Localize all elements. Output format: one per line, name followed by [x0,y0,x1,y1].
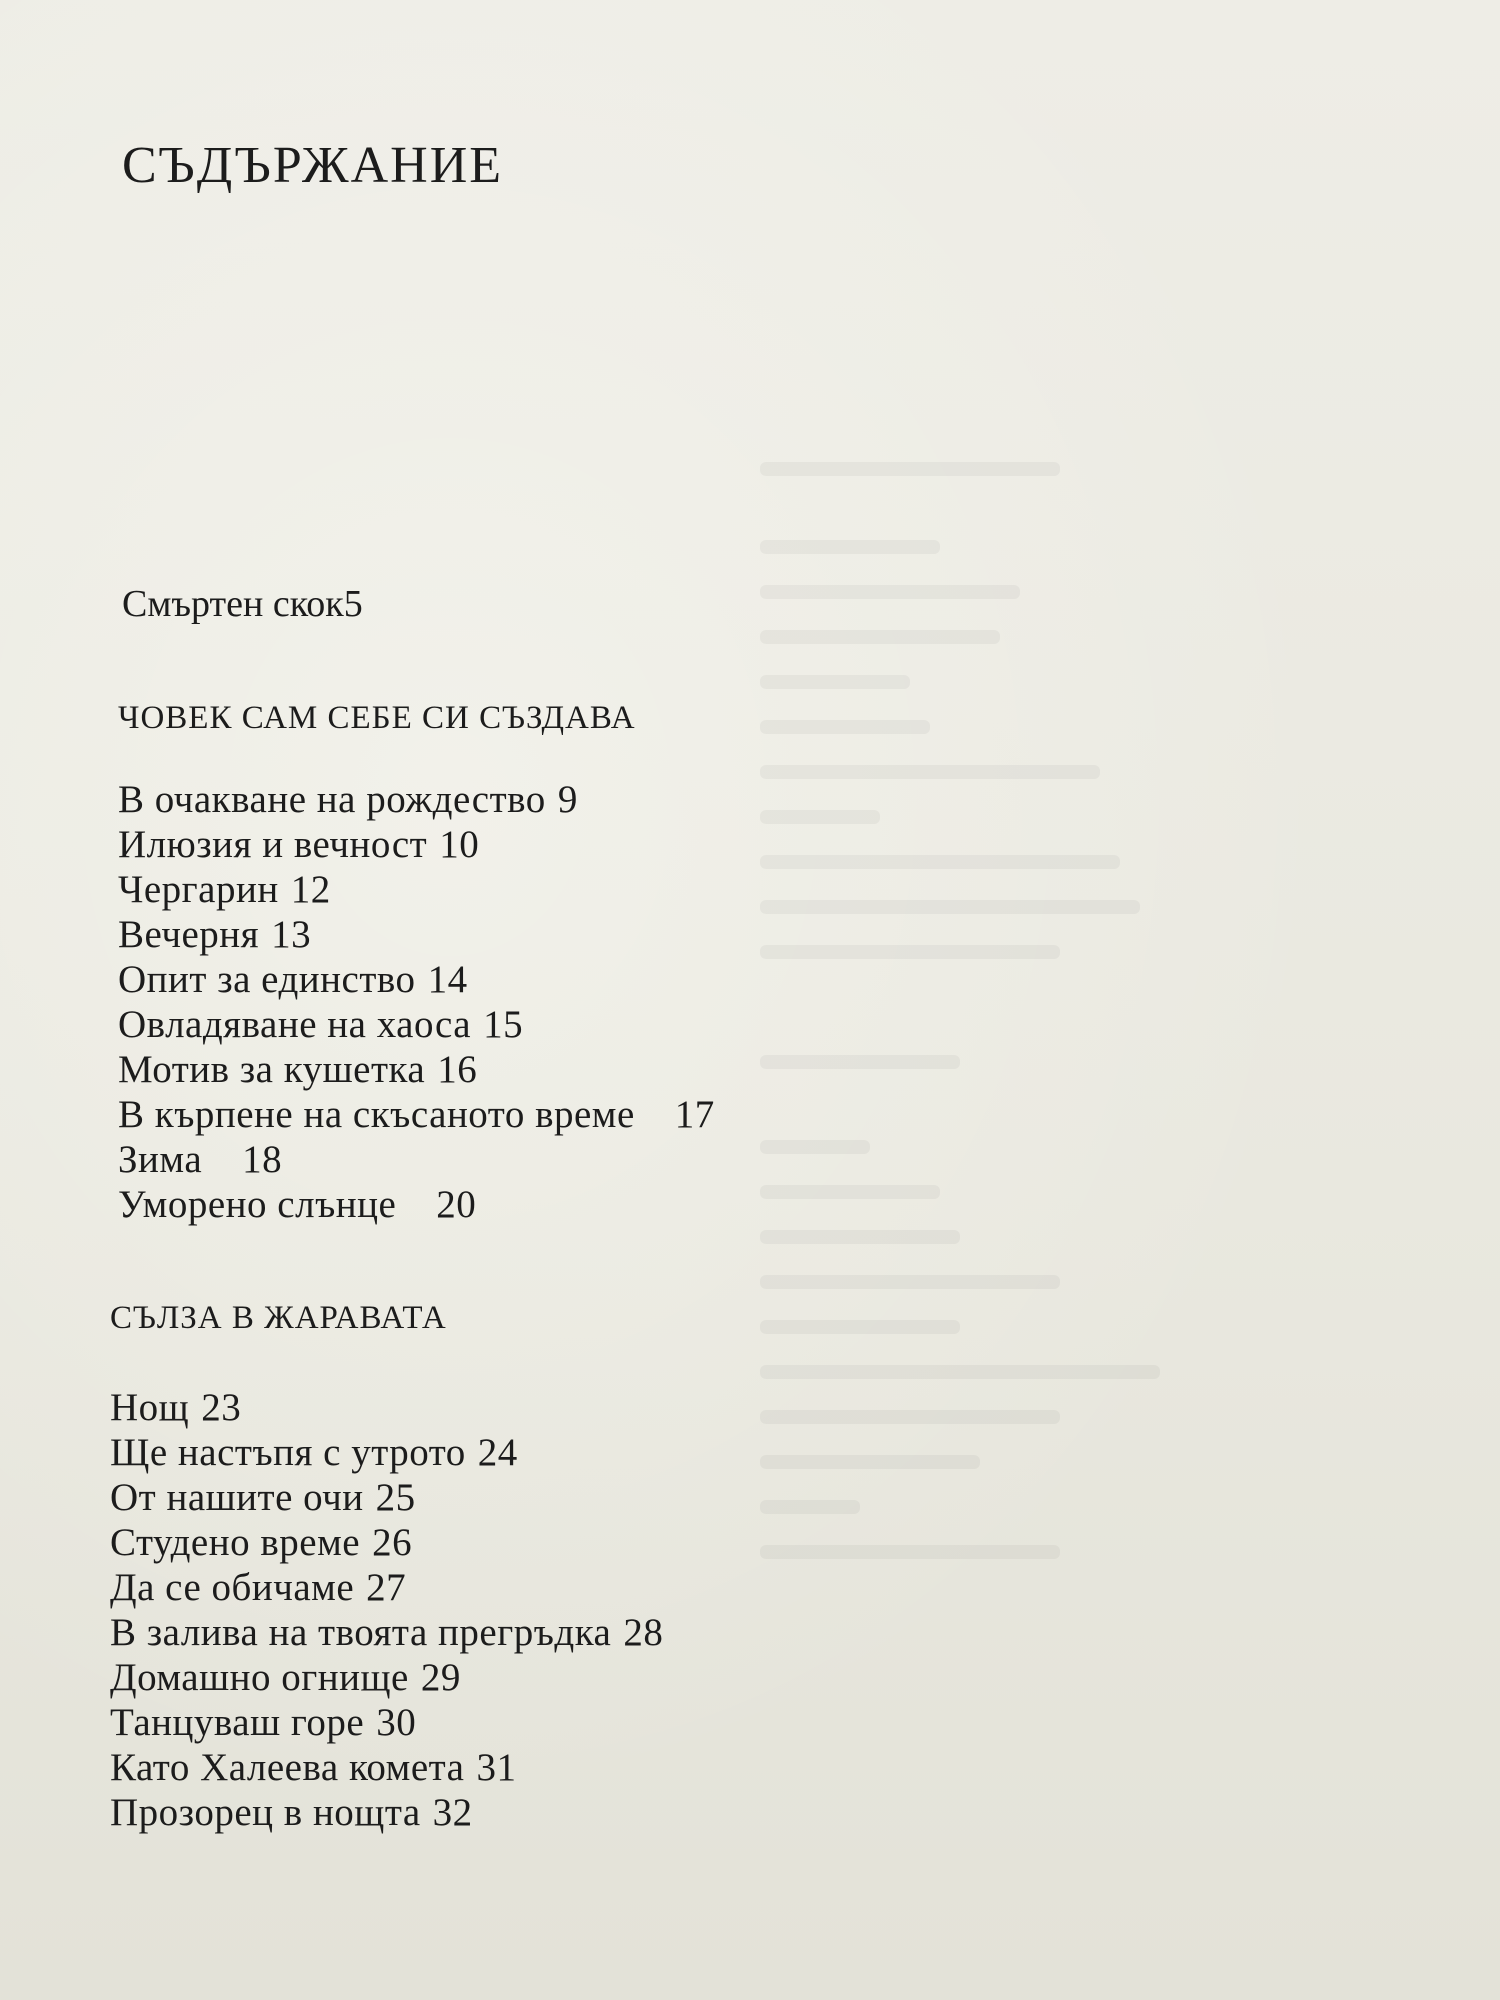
entry-title: Мотив за кушетка [118,1048,426,1091]
toc-entry [118,912,715,957]
entry-title: Танцуваш горе [110,1701,365,1744]
toc-entry [118,777,715,822]
bleed-through-mark [760,1320,960,1334]
toc-entry [110,1745,663,1790]
toc-entry [110,1790,663,1835]
bleed-through-mark [760,675,910,689]
toc-entry [110,1430,663,1475]
entry-title: Нощ [110,1386,190,1429]
entry-page-number: 24 [477,1431,518,1474]
toc-entry [118,957,715,1002]
entry-page-number: 18 [242,1138,283,1181]
entry-page-number: 26 [372,1521,413,1564]
bleed-through-mark [760,1365,1160,1379]
bleed-through-mark [760,462,1060,476]
entry-page-number: 16 [437,1048,478,1091]
toc-entry [110,1655,663,1700]
section-heading: ЧОВЕК САМ СЕБЕ СИ СЪЗДАВА [118,700,636,736]
entry-title: Уморено слънце [118,1183,397,1226]
entry-title: Ще настъпя с утрото [110,1431,466,1474]
bleed-through-mark [760,1185,940,1199]
bleed-through-mark [760,855,1120,869]
entry-title: В залива на твоята прегръдка [110,1611,612,1654]
page-title: СЪДЪРЖАНИЕ [122,137,504,194]
entry-title: Домашно огнище [110,1656,409,1699]
entry-title: В очакване на рождество [118,778,546,821]
bleed-through-mark [760,900,1140,914]
entry-title: Овладяване на хаоса [118,1003,472,1046]
bleed-through-mark [760,1055,960,1069]
bleed-through-mark [760,1455,980,1469]
entry-page-number: 25 [375,1476,416,1519]
entry-title: Зима [118,1138,203,1181]
toc-entry [118,1002,715,1047]
bleed-through-mark [760,810,880,824]
bleed-through-mark [760,1275,1060,1289]
bleed-through-mark [760,765,1100,779]
entry-title: Илюзия и вечност [118,823,428,866]
toc-entry [118,1047,715,1092]
toc-entry [118,1137,715,1182]
entry-title: Вечерня [118,913,260,956]
toc-entry-standalone [122,582,363,626]
toc-entry [110,1610,663,1655]
entry-title: Като Халеева комета [110,1746,465,1789]
entry-page-number: 14 [427,958,468,1001]
toc-entry [110,1385,663,1430]
toc-entry [110,1475,663,1520]
entry-page-number: 31 [476,1746,517,1789]
entry-page-number: 13 [271,913,312,956]
bleed-through-mark [760,540,940,554]
entry-page-number: 28 [623,1611,664,1654]
toc-entry [118,1092,715,1137]
toc-entry [118,867,715,912]
entry-page-number: 27 [366,1566,407,1609]
entry-title: От нашите очи [110,1476,364,1519]
entry-page-number: 9 [557,778,578,821]
entry-page-number: 29 [420,1656,461,1699]
bleed-through-mark [760,1410,1060,1424]
bleed-through-mark [760,945,1060,959]
toc-section [118,700,715,1227]
entry-page-number: 15 [483,1003,524,1046]
section-heading: СЪЛЗА В ЖАРАВАТА [110,1300,447,1336]
entry-title: Да се обичаме [110,1566,355,1609]
bleed-through-mark [760,1140,870,1154]
entry-title: Прозорец в нощта [110,1791,421,1834]
toc-entry [118,822,715,867]
entry-page-number: 20 [436,1183,477,1226]
toc-entry [110,1520,663,1565]
bleed-through-mark [760,720,930,734]
entry-page-number: 17 [674,1093,715,1136]
bleed-through-mark [760,1500,860,1514]
toc-entry [110,1565,663,1610]
entry-title: В кърпене на скъсаното време [118,1093,635,1136]
entry-page-number: 23 [201,1386,242,1429]
bleed-through-mark [760,585,1020,599]
entry-page-number: 5 [343,583,363,625]
entry-title: Чергарин [118,868,279,911]
entry-title: Студено време [110,1521,361,1564]
entry-page-number: 32 [432,1791,473,1834]
bleed-through-mark [760,630,1000,644]
toc-entry [118,1182,715,1227]
toc-entry-list [110,1385,663,1835]
toc-entry-list [118,777,715,1227]
toc-section [110,1300,663,1835]
entry-title: Опит за единство [118,958,416,1001]
entry-title: Смъртен скок [122,583,344,625]
toc-entry [110,1700,663,1745]
bleed-through-mark [760,1545,1060,1559]
bleed-through-mark [760,1230,960,1244]
entry-page-number: 12 [290,868,331,911]
entry-page-number: 30 [376,1701,417,1744]
entry-page-number: 10 [439,823,480,866]
